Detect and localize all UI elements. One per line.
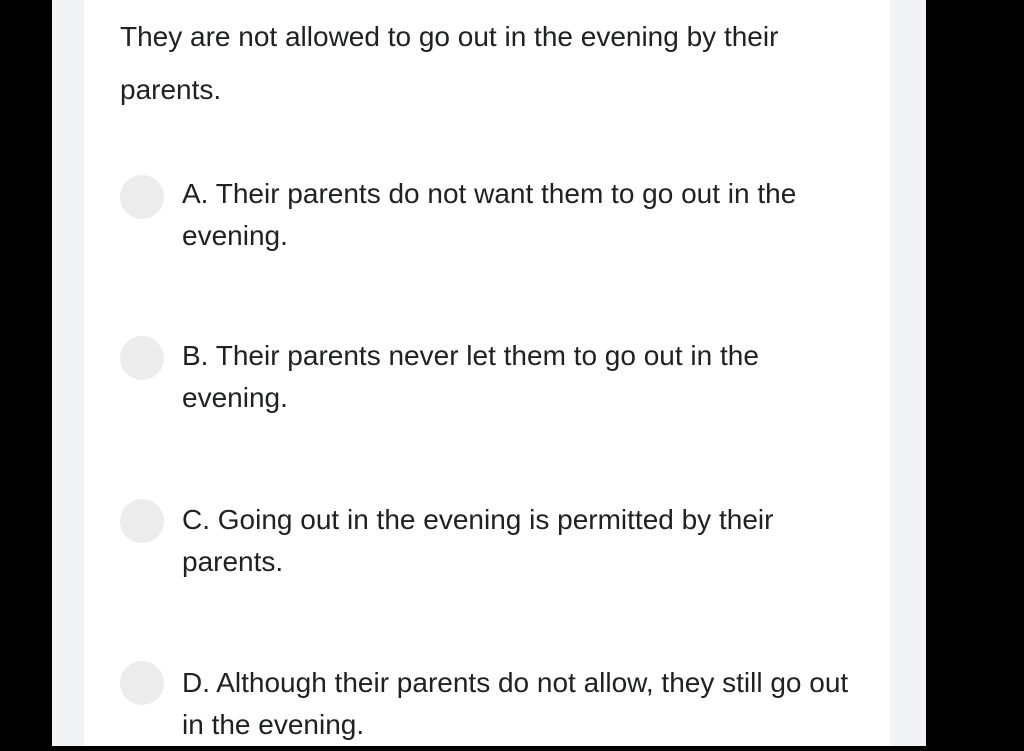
option-d-label: D. Although their parents do not allow, they still go out in the evening. [182,667,849,740]
option-a-label: A. Their parents do not want them to go out in the evening. [182,178,797,251]
option-c-radio[interactable] [120,499,164,543]
option-d-radio[interactable] [120,661,164,705]
option-a[interactable] [120,175,860,265]
option-c-label: C. Going out in the evening is permitted by their parents. [182,504,774,577]
option-a-radio[interactable] [120,175,164,219]
question-card [84,0,890,746]
option-d[interactable] [120,661,860,751]
option-b-radio[interactable] [120,336,164,380]
option-b[interactable] [120,336,860,426]
page-background [52,0,926,746]
option-b-label: B. Their parents never let them to go out in the evening. [182,340,759,413]
question-text: They are not allowed to go out in the evening by their parents. [120,21,779,105]
option-c[interactable] [120,499,860,589]
